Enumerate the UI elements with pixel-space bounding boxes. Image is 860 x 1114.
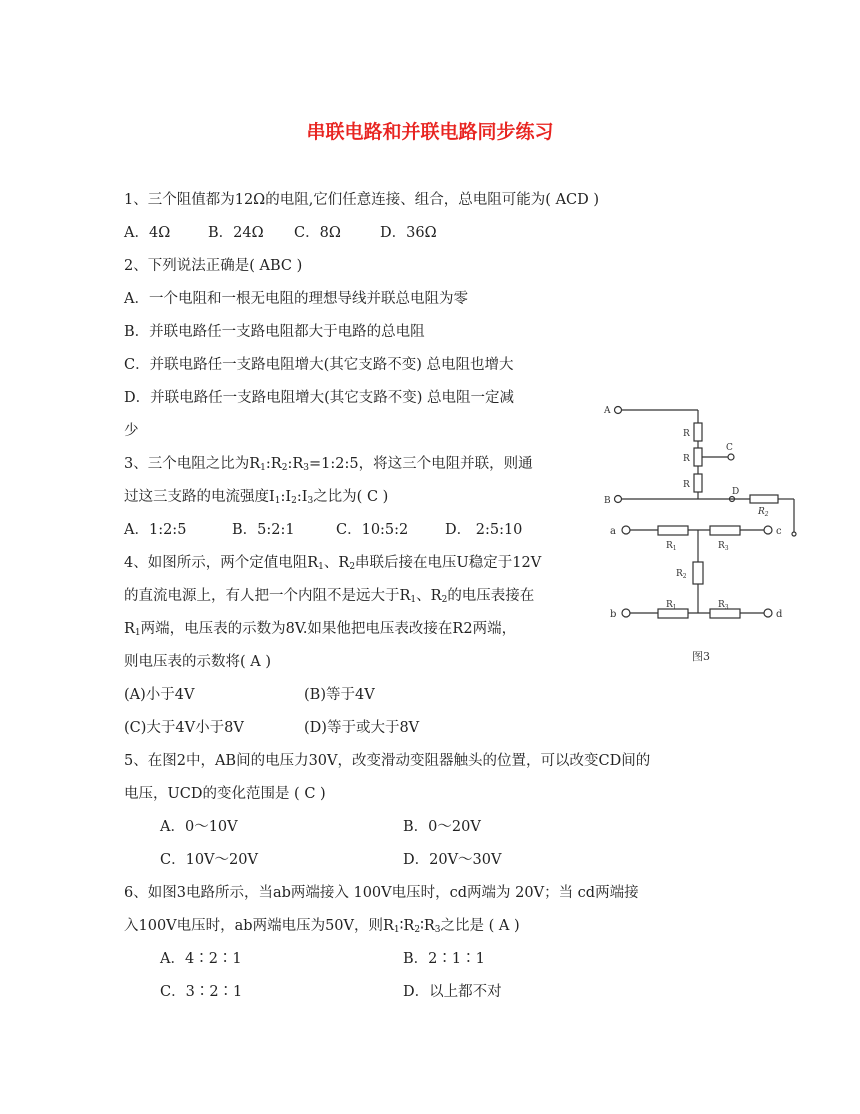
q1-option-c: C．8Ω [294, 225, 341, 241]
terminal-c-icon [728, 454, 734, 460]
label-r2: $R_2$ [676, 569, 687, 580]
terminal-a-icon [615, 407, 622, 414]
figure-3-circuit [604, 516, 790, 668]
q5-option-a: A．0～10V [160, 819, 238, 835]
label-c: c [776, 526, 782, 537]
q6-option-d: D．以上都不对 [403, 984, 502, 1000]
label-r3-top: $R_3$ [718, 541, 729, 552]
label-D: D [732, 487, 740, 497]
label-R2: R [683, 454, 690, 464]
q4-option-d: (D)等于或大于8V [304, 720, 420, 736]
q3-option-c: C．10:5:2 [336, 522, 409, 538]
q4-option-b: (B)等于4V [304, 687, 375, 703]
question-1-stem: 1、三个阻值都为12Ω的电阻,它们任意连接、组合，总电阻可能为( ACD ) [124, 192, 600, 208]
q5-option-c: C．10V～20V [160, 852, 258, 868]
label-r1-bottom: $R_1$ [666, 600, 677, 611]
page-title: 串联电路和并联电路同步练习 [306, 121, 554, 143]
terminal-c-icon [764, 526, 772, 534]
q2-option-d: D．并联电路任一支路电阻增大(其它支路不变) 总电阻一定减 [124, 390, 515, 406]
q2-option-a: A．一个电阻和一根无电阻的理想导线并联总电阻为零 [124, 291, 468, 307]
question-5-line-1: 5、在图2中，AB间的电压力30V，改变滑动变阻器触头的位置，可以改变CD间的 [124, 753, 651, 769]
label-r3-bottom: $R_3$ [718, 600, 729, 611]
question-3-line-2: 过这三支路的电流强度$I_1:I_2:I_3$之比为( C ) [124, 489, 389, 506]
question-6-line-2: 入100V电压时，ab两端电压为50V，则$R_1∶R_2∶R_3$之比是 ( A ) [124, 918, 520, 935]
q3-option-b: B．5:2:1 [232, 522, 295, 538]
resistor-r3-top [710, 526, 740, 535]
question-4-line-4: 则电压表的示数将( A ) [124, 654, 272, 670]
question-6-line-1: 6、如图3电路所示，当ab两端接入 100V电压时，cd两端为 20V；当 cd两端接 [124, 885, 639, 901]
q6-option-c: C．3∶2∶1 [160, 984, 243, 1000]
resistor-r2 [693, 562, 703, 584]
q3-option-d: D． 2:5:10 [445, 522, 523, 538]
label-r1-top: $R_1$ [666, 541, 677, 552]
resistor-r2 [750, 495, 778, 503]
terminal-d-icon [764, 609, 772, 617]
q6-option-a: A．4∶2∶1 [160, 951, 242, 967]
label-C: C [726, 443, 733, 453]
q4-option-c: (C)大于4V小于8V [124, 720, 244, 736]
label-b: b [610, 609, 617, 620]
label-a: a [610, 526, 616, 537]
q6-option-b: B．2∶1∶1 [403, 951, 485, 967]
terminal-b-icon [615, 496, 622, 503]
question-3-line-1: 3、三个电阻之比为$R_1:R_2:R_3=1:2:5$，将这三个电阻并联，则通 [124, 456, 533, 473]
question-5-line-2: 电压，UCD的变化范围是 ( C ) [124, 786, 326, 802]
question-4-line-3: $R_1$两端，电压表的示数为8V.如果他把电压表改接在R2两端， [124, 621, 517, 638]
label-d: d [776, 609, 783, 620]
question-4-line-1: 4、如图所示，两个定值电阻$R_1$、$R_2$串联后接在电压U稳定于12V [124, 555, 542, 572]
resistor-1 [694, 423, 702, 441]
q5-option-d: D．20V～30V [403, 852, 502, 868]
question-2-stem: 2、下列说法正确是( ABC ) [124, 258, 303, 274]
question-4-line-2: 的直流电源上，有人把一个内阻不是远大于$R_1$、$R_2$的电压表接在 [124, 588, 535, 605]
q1-option-b: B．24Ω [208, 225, 264, 241]
label-R3: R [683, 480, 690, 490]
q5-option-b: B．0～20V [403, 819, 481, 835]
terminal-a-icon [622, 526, 630, 534]
label-R1: R [683, 429, 690, 439]
resistor-3 [694, 474, 702, 492]
resistor-2 [694, 448, 702, 466]
label-R2-side: $R_2$ [758, 507, 769, 518]
terminal-end-icon [792, 532, 796, 536]
q2-option-c: C．并联电路任一支路电阻增大(其它支路不变) 总电阻也增大 [124, 357, 514, 373]
resistor-r1-top [658, 526, 688, 535]
q3-option-a: A．1:2:5 [124, 522, 187, 538]
label-B: B [604, 496, 611, 506]
q2-option-b: B．并联电路任一支路电阻都大于电路的总电阻 [124, 324, 425, 340]
q2-option-d-cont: 少 [124, 423, 139, 439]
q1-option-a: A．4Ω [124, 225, 171, 241]
figure-3-caption: 图3 [692, 650, 710, 663]
q1-option-d: D．36Ω [380, 225, 437, 241]
q4-option-a: (A)小于4V [124, 687, 195, 703]
terminal-b-icon [622, 609, 630, 617]
label-A: A [604, 406, 611, 416]
